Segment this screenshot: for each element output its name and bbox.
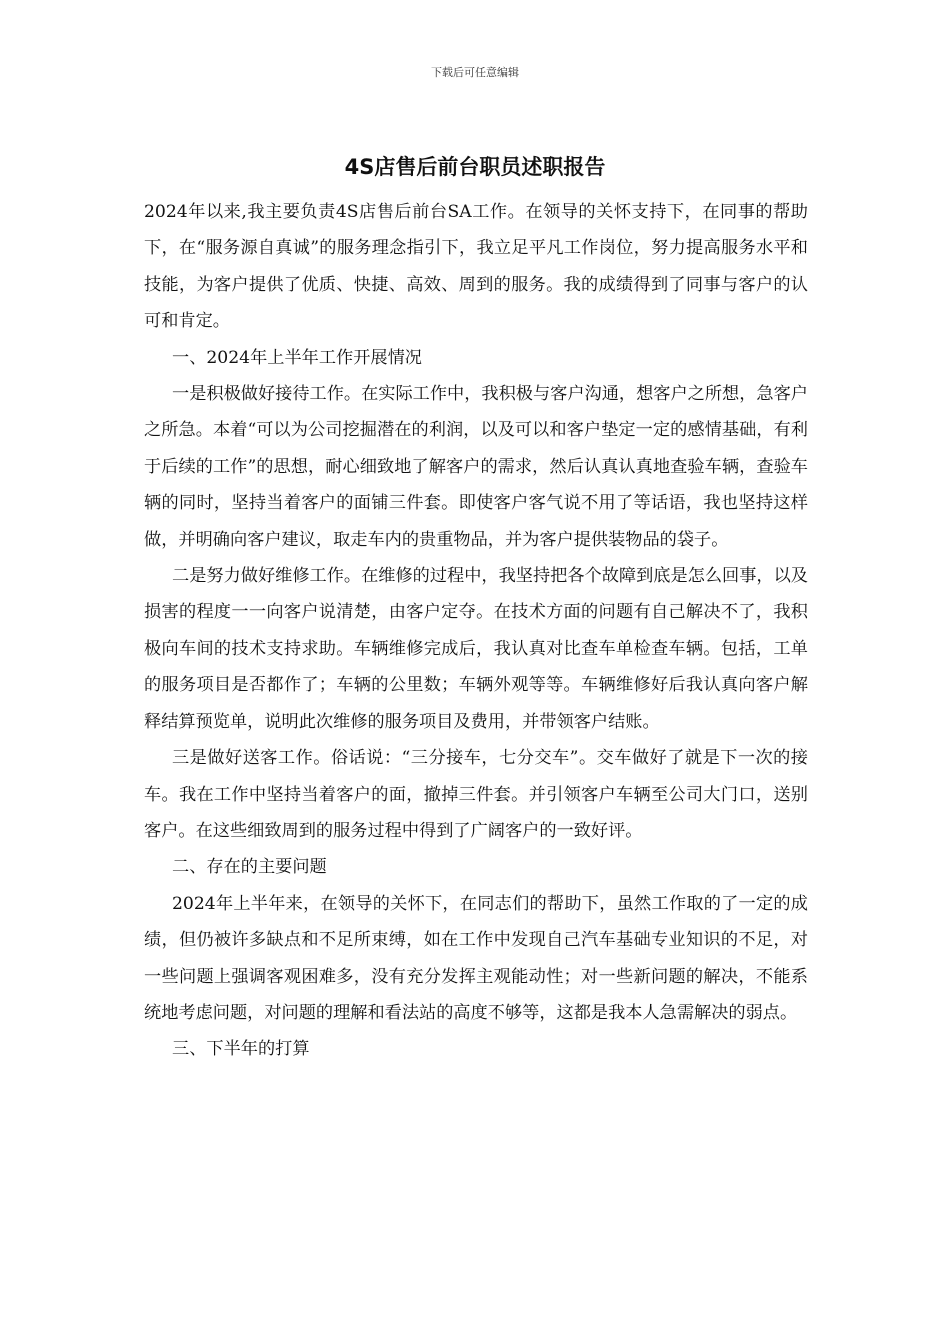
document-body <box>144 194 808 1068</box>
paragraph-intro: 2024年以来,我主要负责4S店售后前台SA工作。在领导的关怀支持下，在同事的帮助下，在“服务源自真诚”的服务理念指引下，我立足平凡工作岗位，努力提高服务水平和技能，为客户提供了优质、快捷、高效、周到的服务。我的成绩得到了同事与客户的认可和肯定。 <box>144 202 808 332</box>
section-heading-1: 一、2024年上半年工作开展情况 <box>172 347 422 368</box>
paragraph-maintenance: 二是努力做好维修工作。在维修的过程中，我坚持把各个故障到底是怎么回事，以及损害的程度一一向客户说清楚，由客户定夺。在技术方面的问题有自己解决不了，我积极向车间的技术支持求助。车辆维修完成后，我认真对比查车单检查车辆。包括，工单的服务项目是否都作了；车辆的公里数；车辆外观等等。车辆维修好后我认真向客户解释结算预览单，说明此次维修的服务项目及费用，并带领客户结账。 <box>144 566 808 732</box>
paragraph-reception: 一是积极做好接待工作。在实际工作中，我积极与客户沟通，想客户之所想，急客户之所急。本着“可以为公司挖掘潜在的利润，以及可以和客户垫定一定的感情基础，有利于后续的工作”的思想，耐心细致地了解客户的需求，然后认真认真地查验车辆，查验车辆的同时，坚持当着客户的面铺三件套。即使客户客气说不用了等话语，我也坚持这样做，并明确向客户建议，取走车内的贵重物品，并为客户提供装物品的袋子。 <box>144 384 808 550</box>
page-header-note: 下载后可任意编辑 <box>431 66 519 79</box>
document-title: 4S店售后前台职员述职报告 <box>344 155 606 179</box>
paragraph-delivery: 三是做好送客工作。俗话说：“三分接车，七分交车”。交车做好了就是下一次的接车。我在工作中坚持当着客户的面，撤掉三件套。并引领客户车辆至公司大门口，送别客户。在这些细致周到的服务过程中得到了广阔客户的一致好评。 <box>144 748 808 841</box>
section-heading-2: 二、存在的主要问题 <box>172 857 327 878</box>
paragraph-problems: 2024年上半年来，在领导的关怀下，在同志们的帮助下，虽然工作取的了一定的成绩，但仍被许多缺点和不足所束缚，如在工作中发现自己汽车基础专业知识的不足，对一些问题上强调客观困难多，没有充分发挥主观能动性；对一些新问题的解决，不能系统地考虑问题，对问题的理解和看法站的高度不够等，这都是我本人急需解决的弱点。 <box>144 893 808 1023</box>
section-heading-3: 三、下半年的打算 <box>172 1039 310 1060</box>
